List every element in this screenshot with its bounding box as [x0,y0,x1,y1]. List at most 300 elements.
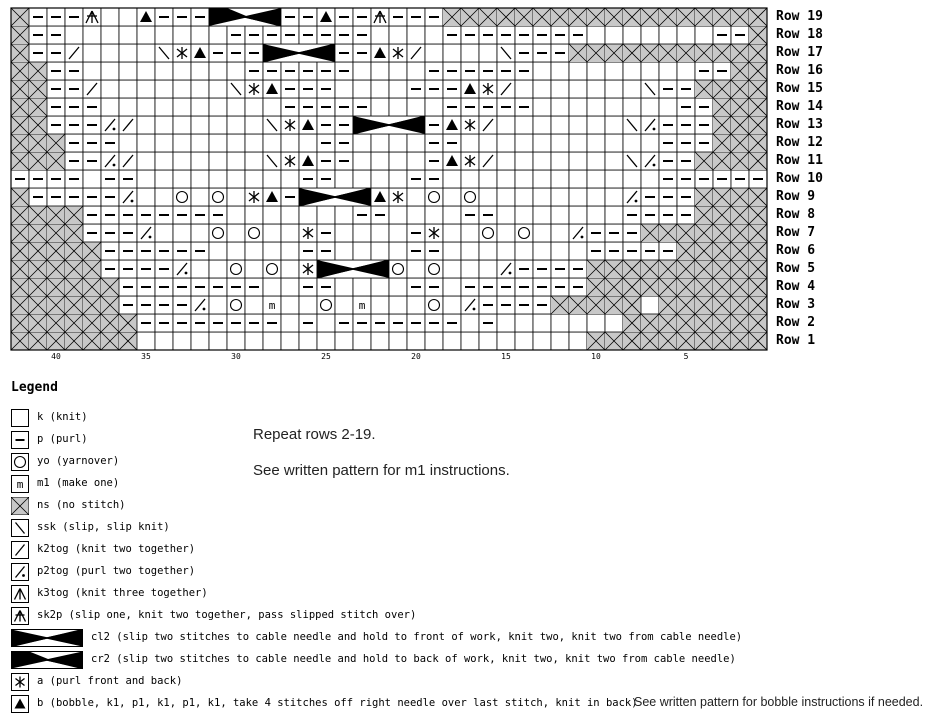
stitch-cell [281,188,299,206]
stitch-cell [335,98,353,116]
stitch-cell [605,332,623,350]
stitch-cell [749,152,767,170]
stitch-cell [101,8,119,26]
stitch-cell [299,242,317,260]
stitch-cell [155,62,173,80]
stitch-cell [443,242,461,260]
stitch-cell [659,152,677,170]
stitch-cell [119,296,137,314]
row-label: Row 13 [776,117,823,132]
stitch-cell [353,152,371,170]
stitch-cell [479,44,497,62]
stitch-cell [299,116,317,134]
stitch-cell [533,296,551,314]
stitch-cell [641,98,659,116]
stitch-cell [605,260,623,278]
stitch-cell [749,314,767,332]
stitch-cell [623,278,641,296]
stitch-cell [119,134,137,152]
chart-row [11,296,767,314]
stitch-cell [245,26,263,44]
stitch-cell [29,134,47,152]
stitch-cell [497,8,515,26]
legend-label: p (purl) [37,433,88,445]
stitch-cell [713,62,731,80]
stitch-cell [479,296,497,314]
stitch-cell [749,242,767,260]
stitch-cell [227,206,245,224]
stitch-cell [713,80,731,98]
stitch-cell [749,134,767,152]
stitch-cell [65,296,83,314]
stitch-cell [65,80,83,98]
stitch-cell [461,170,479,188]
chart-row [11,62,767,80]
stitch-cell [173,242,191,260]
stitch-cell [479,278,497,296]
stitch-cell [713,188,731,206]
cable-cell [209,8,281,26]
stitch-cell [47,80,65,98]
stitch-cell [299,314,317,332]
stitch-cell [659,26,677,44]
stitch-cell [443,134,461,152]
stitch-cell [713,170,731,188]
stitch-cell [101,260,119,278]
stitch-cell [713,296,731,314]
stitch-cell [263,314,281,332]
stitch-cell [245,242,263,260]
stitch-cell [137,278,155,296]
stitch-cell [209,116,227,134]
stitch-cell [479,8,497,26]
stitch-cell [695,116,713,134]
stitch-cell [641,332,659,350]
svg-text:m: m [268,299,276,312]
stitch-cell [389,134,407,152]
stitch-cell [749,116,767,134]
stitch-cell [263,224,281,242]
k2tog-symbol-icon [11,541,30,560]
stitch-cell [47,44,65,62]
stitch-cell [731,116,749,134]
stitch-cell [245,188,263,206]
stitch-cell [443,26,461,44]
stitch-cell [713,116,731,134]
stitch-cell [209,206,227,224]
stitch-cell [11,134,29,152]
stitch-cell [173,224,191,242]
stitch-cell [443,116,461,134]
stitch-cell [713,206,731,224]
stitch-cell [155,170,173,188]
stitch-cell [641,134,659,152]
stitch-cell [695,134,713,152]
stitch-cell [29,332,47,350]
stitch-cell [227,116,245,134]
stitch-cell [605,26,623,44]
stitch-cell [569,296,587,314]
stitch-cell [119,170,137,188]
stitch-cell [137,224,155,242]
stitch-cell [713,260,731,278]
stitch-cell [209,242,227,260]
cable-cell [263,44,335,62]
stitch-cell [245,152,263,170]
stitch-cell [173,44,191,62]
stitch-cell [83,188,101,206]
stitch-cell [677,224,695,242]
stitch-cell [173,152,191,170]
stitch-cell [497,26,515,44]
stitch-cell [65,206,83,224]
stitch-cell [155,8,173,26]
stitch-cell [461,134,479,152]
stitch-cell [659,332,677,350]
stitch-cell [569,44,587,62]
stitch-cell [713,44,731,62]
stitch-cell [713,152,731,170]
stitch-cell [11,278,29,296]
stitch-cell [11,62,29,80]
stitch-cell [263,80,281,98]
stitch-cell [731,44,749,62]
stitch-cell [83,152,101,170]
stitch-cell [245,224,263,242]
stitch-cell [623,314,641,332]
stitch-cell [407,332,425,350]
a-symbol-icon [11,673,30,692]
stitch-cell [173,314,191,332]
stitch-cell [101,296,119,314]
stitch-cell [695,44,713,62]
m1-symbol-icon [11,475,30,494]
stitch-cell [281,98,299,116]
stitch-cell [713,224,731,242]
stitch-cell [479,314,497,332]
stitch-cell [677,98,695,116]
stitch-cell [749,332,767,350]
row-label: Row 16 [776,63,823,78]
stitch-cell [569,26,587,44]
stitch-cell [263,170,281,188]
stitch-cell [425,62,443,80]
stitch-cell [587,152,605,170]
chart-row [11,98,767,116]
stitch-cell [551,170,569,188]
stitch-cell [551,332,569,350]
stitch-cell [587,62,605,80]
stitch-cell [677,44,695,62]
stitch-cell [65,332,83,350]
stitch-cell [119,152,137,170]
stitch-cell [569,224,587,242]
stitch-cell [677,80,695,98]
stitch-cell [29,242,47,260]
stitch-cell [353,80,371,98]
stitch-cell [335,8,353,26]
stitch-cell [119,314,137,332]
stitch-cell [209,296,227,314]
legend-label: k (knit) [37,411,88,423]
stitch-cell [101,242,119,260]
stitch-cell [227,170,245,188]
stitch-cell [533,116,551,134]
stitch-cell [83,242,101,260]
cr2-symbol-icon [11,651,84,670]
stitch-cell [119,260,137,278]
stitch-cell [425,44,443,62]
stitch-cell [65,26,83,44]
stitch-cell [443,260,461,278]
stitch-cell [443,206,461,224]
stitch-cell [83,314,101,332]
stitch-cell [137,98,155,116]
stitch-cell [533,44,551,62]
stitch-cell [101,62,119,80]
stitch-cell [173,188,191,206]
row-label: Row 7 [776,225,816,240]
stitch-cell [101,26,119,44]
stitch-cell [623,152,641,170]
stitch-cell [479,116,497,134]
stitch-cell [263,332,281,350]
stitch-cell [407,224,425,242]
stitch-cell [569,98,587,116]
stitch-cell [749,8,767,26]
stitch-cell [623,134,641,152]
stitch-cell [497,314,515,332]
stitch-cell [101,314,119,332]
stitch-cell [425,206,443,224]
stitch-cell [461,260,479,278]
stitch-cell [425,260,443,278]
stitch-cell [551,98,569,116]
chart-row [11,80,767,98]
stitch-cell [29,314,47,332]
stitch-cell [389,332,407,350]
stitch-cell [335,116,353,134]
column-number: 10 [591,352,601,361]
stitch-cell [731,98,749,116]
stitch-cell [587,296,605,314]
stitch-cell [281,152,299,170]
stitch-cell [335,134,353,152]
stitch-cell [29,170,47,188]
stitch-cell [623,44,641,62]
stitch-cell [119,278,137,296]
stitch-cell [245,116,263,134]
stitch-cell [245,260,263,278]
stitch-cell [659,206,677,224]
stitch-cell [389,296,407,314]
stitch-cell [497,134,515,152]
stitch-cell [371,170,389,188]
column-number: 35 [141,352,151,361]
legend-title: Legend [11,380,58,395]
stitch-cell [65,170,83,188]
stitch-cell [587,170,605,188]
stitch-cell [245,170,263,188]
stitch-cell [137,314,155,332]
stitch-cell [515,170,533,188]
stitch-cell [263,260,281,278]
stitch-cell [749,44,767,62]
stitch-cell [659,224,677,242]
stitch-cell [317,314,335,332]
stitch-cell [47,278,65,296]
stitch-cell [731,260,749,278]
stitch-cell [65,98,83,116]
stitch-cell [749,26,767,44]
stitch-cell [551,26,569,44]
stitch-cell [389,44,407,62]
stitch-cell [299,224,317,242]
stitch-cell [83,260,101,278]
stitch-cell [641,80,659,98]
stitch-cell [749,62,767,80]
stitch-cell [461,242,479,260]
row-label: Row 1 [776,333,816,348]
stitch-cell [515,296,533,314]
stitch-cell [479,134,497,152]
stitch-cell [461,314,479,332]
row-label: Row 8 [776,207,816,222]
stitch-cell [677,26,695,44]
stitch-cell [11,224,29,242]
chart-row [11,260,767,278]
stitch-cell [137,62,155,80]
stitch-cell [425,332,443,350]
stitch-cell [191,260,209,278]
stitch-cell [299,260,317,278]
stitch-cell [299,332,317,350]
stitch-cell [695,314,713,332]
stitch-cell [695,26,713,44]
stitch-cell [155,80,173,98]
stitch-cell [65,152,83,170]
stitch-cell [83,206,101,224]
stitch-cell [155,116,173,134]
stitch-cell [713,26,731,44]
legend-label: m1 (make one) [37,477,120,489]
stitch-cell [677,8,695,26]
stitch-cell [587,188,605,206]
stitch-cell [371,134,389,152]
stitch-cell [47,224,65,242]
stitch-cell [389,242,407,260]
stitch-cell [551,188,569,206]
stitch-cell [461,152,479,170]
stitch-cell [461,80,479,98]
stitch-cell [263,134,281,152]
stitch-cell [677,134,695,152]
stitch-cell [641,62,659,80]
stitch-cell [281,170,299,188]
stitch-cell [443,188,461,206]
stitch-cell [209,44,227,62]
stitch-cell [299,26,317,44]
stitch-cell [731,296,749,314]
cl2-symbol-icon [11,629,84,648]
stitch-cell [623,206,641,224]
stitch-cell [137,8,155,26]
stitch-cell [29,80,47,98]
stitch-cell [137,206,155,224]
stitch-cell [119,242,137,260]
stitch-cell [353,8,371,26]
stitch-cell [371,188,389,206]
stitch-cell [407,278,425,296]
row-label: Row 12 [776,135,823,150]
stitch-cell [389,170,407,188]
stitch-cell [569,80,587,98]
stitch-cell [731,8,749,26]
legend-label: ns (no stitch) [37,499,126,511]
stitch-cell [281,278,299,296]
stitch-cell [749,260,767,278]
stitch-cell [317,116,335,134]
stitch-cell [47,170,65,188]
legend-label: b (bobble, k1, p1, k1, p1, k1, take 4 stitches off right needle over last stitch, knit in back) [37,697,638,709]
stitch-cell [227,188,245,206]
legend-label: a (purl front and back) [37,675,183,687]
stitch-cell [173,260,191,278]
stitch-cell [119,80,137,98]
stitch-cell [371,296,389,314]
stitch-cell [29,188,47,206]
stitch-cell [47,62,65,80]
stitch-cell [731,170,749,188]
stitch-cell [659,98,677,116]
svg-text:m: m [358,299,366,312]
stitch-cell [479,332,497,350]
stitch-cell [569,242,587,260]
stitch-cell [371,152,389,170]
chart-row [11,224,767,242]
stitch-cell [317,296,335,314]
stitch-cell [407,206,425,224]
stitch-cell [695,80,713,98]
stitch-cell [533,332,551,350]
stitch-cell [497,44,515,62]
stitch-cell [695,224,713,242]
stitch-cell [263,152,281,170]
stitch-cell [389,278,407,296]
stitch-cell [551,134,569,152]
stitch-cell [569,260,587,278]
stitch-cell [209,26,227,44]
stitch-cell [245,332,263,350]
stitch-cell [533,80,551,98]
stitch-cell [695,206,713,224]
stitch-cell [587,116,605,134]
stitch-cell [173,134,191,152]
stitch-cell [551,62,569,80]
stitch-cell [461,8,479,26]
k3tog-symbol-icon [11,585,30,604]
stitch-cell [11,314,29,332]
stitch-cell [209,224,227,242]
stitch-cell [11,188,29,206]
stitch-cell [749,278,767,296]
stitch-cell [371,314,389,332]
stitch-cell [569,62,587,80]
stitch-cell [605,224,623,242]
stitch-cell [587,134,605,152]
stitch-cell [299,62,317,80]
stitch-cell [677,314,695,332]
